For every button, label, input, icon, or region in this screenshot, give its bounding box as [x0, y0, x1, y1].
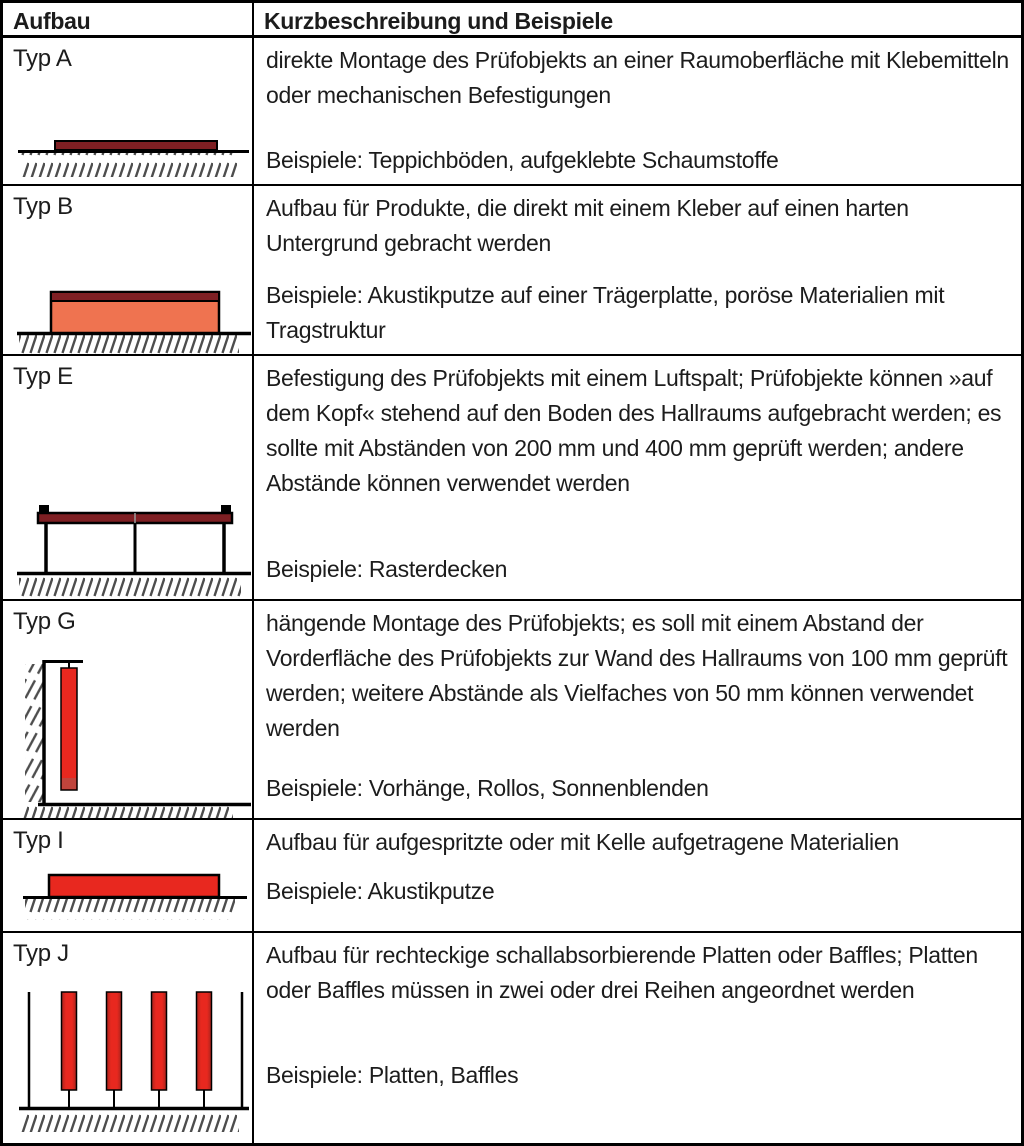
typ-a-diagram [13, 136, 246, 184]
description-text: Befestigung des Prüfobjekts mit einem Luftspalt; Prüfobjekte können »auf dem Kopf« stehend auf den Boden des Hallraums aufgebracht werden; es sollte mit Abständen von 200 mm und 400 mm geprüft werden; andere Abstände können verwendet werden [266, 365, 1002, 496]
table-row-typ-i-description [254, 820, 1021, 933]
table-row-typ-e-aufbau [3, 356, 254, 601]
description-text: hängende Montage des Prüfobjekts; es soll mit einem Abstand der Vorderfläche des Prüfobjekts zur Wand des Hallraums von 100 mm geprüft werden; weitere Abstände als Vielfaches von 50 mm können verwendet werden [266, 610, 1008, 741]
air-gap-panel-diagram-icon [13, 499, 253, 599]
fixing-tab-right [221, 505, 231, 514]
examples-text: Beispiele: Akustikputze [266, 878, 495, 905]
specimen-thin-layer [55, 141, 217, 150]
column-header-kurzbeschreibung [254, 3, 1021, 38]
specimen-baffle [62, 992, 77, 1090]
baffle-group [62, 992, 212, 1108]
sprayed-layer-diagram-icon [13, 867, 253, 921]
ground-hatch [25, 899, 235, 920]
panel-bottom-cap [62, 778, 76, 789]
baffles-diagram-icon [13, 984, 253, 1140]
specimen-baffle [197, 992, 212, 1090]
examples-text: Beispiele: Teppichböden, aufgeklebte Schaumstoffe [266, 147, 779, 174]
typ-g-diagram [13, 650, 246, 818]
table-row-typ-a-aufbau [3, 38, 254, 186]
wall-hung-panel-diagram-icon [13, 650, 253, 818]
table-row-typ-g-aufbau [3, 601, 254, 820]
ground-hatch [19, 575, 241, 597]
examples-text: Beispiele: Platten, Baffles [266, 1062, 519, 1089]
description-text: direkte Montage des Prüfobjekts an einer Raumoberfläche mit Klebemitteln oder mechanischen Befestigungen [266, 47, 1009, 108]
type-label: Typ I [13, 827, 64, 854]
specimen-layer [49, 875, 219, 897]
type-label: Typ J [13, 940, 69, 967]
ground-hatch [21, 806, 233, 818]
type-label: Typ G [13, 608, 76, 635]
table-row-typ-j-description [254, 933, 1021, 1143]
specimen-top-layer [51, 292, 219, 301]
table-row-typ-j-aufbau [3, 933, 254, 1143]
specimen-baffle [152, 992, 167, 1090]
examples-text: Beispiele: Akustikputze auf einer Trägerplatte, poröse Materialien mit Tragstruktur [266, 282, 945, 344]
column-header-aufbau [3, 3, 254, 38]
typ-j-diagram [13, 984, 246, 1140]
ground-hatch [21, 153, 237, 177]
examples-text: Beispiele: Rasterdecken [266, 556, 508, 583]
table-row-typ-i-aufbau [3, 820, 254, 933]
header-label: Aufbau [13, 7, 91, 34]
description-text: Aufbau für rechteckige schallabsorbierende Platten oder Baffles; Platten oder Baffles müssen in zwei oder drei Reihen angeordnet werden [266, 942, 978, 1003]
fixing-tab-left [39, 505, 49, 514]
specimen-baffle [107, 992, 122, 1090]
glued-block-diagram-icon [13, 282, 253, 354]
surface-mount-diagram-icon [13, 136, 253, 184]
table-row-typ-b-aufbau [3, 186, 254, 356]
table-row-typ-g-description [254, 601, 1021, 820]
description-text: Aufbau für aufgespritzte oder mit Kelle aufgetragene Materialien [266, 829, 899, 855]
header-label: Kurzbeschreibung und Beispiele [264, 7, 613, 34]
type-label: Typ B [13, 193, 73, 220]
type-label: Typ A [13, 45, 72, 72]
table-row-typ-a-description [254, 38, 1021, 186]
table-row-typ-b-description [254, 186, 1021, 356]
ground-hatch [21, 1110, 239, 1132]
examples-text: Beispiele: Vorhänge, Rollos, Sonnenblenden [266, 775, 709, 802]
specimen-hanging-panel [61, 668, 77, 790]
table-row-typ-e-description [254, 356, 1021, 601]
description-text: Aufbau für Produkte, die direkt mit einem Kleber auf einen harten Untergrund gebracht werden [266, 195, 909, 256]
typ-b-diagram [13, 282, 246, 354]
ground-hatch [19, 335, 239, 354]
typ-i-diagram [13, 867, 246, 921]
type-label: Typ E [13, 363, 73, 390]
wall-hatch [25, 664, 43, 802]
typ-e-diagram [13, 499, 246, 599]
